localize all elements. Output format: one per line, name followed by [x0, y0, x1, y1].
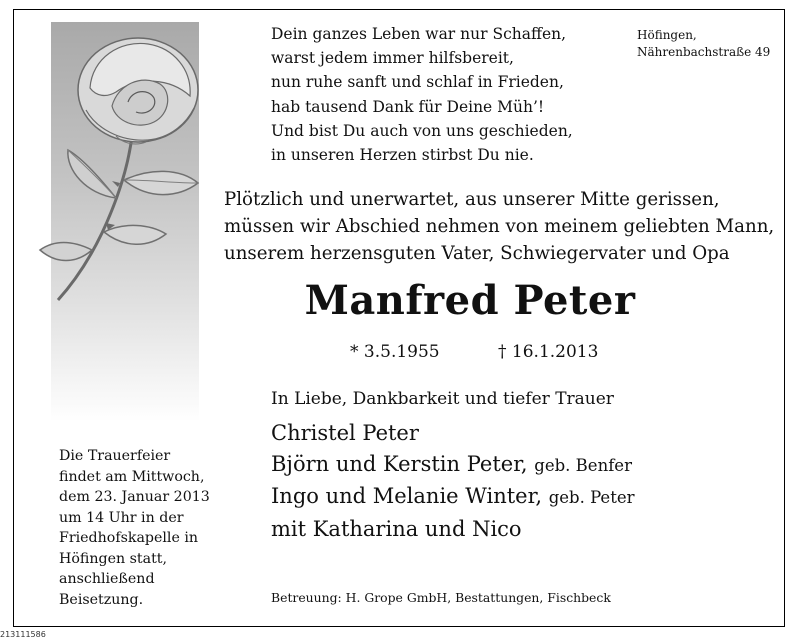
- mourner-maiden-name: geb. Benfer: [534, 455, 632, 475]
- mourner-line: [271, 514, 634, 545]
- rose-icon: [20, 18, 220, 318]
- mourner-maiden-name: geb. Peter: [548, 488, 635, 507]
- service-line: um 14 Uhr in der: [59, 509, 184, 526]
- address-street: Nährenbachstraße 49: [637, 45, 771, 59]
- undertaker-credit: Betreuung: H. Grope GmbH, Bestattungen, Fischbeck: [271, 590, 611, 605]
- mourner-name: Björn und Kerstin Peter,: [271, 451, 528, 476]
- mourners-list: [271, 418, 634, 544]
- announcement-line: Plötzlich und unerwartet, aus unserer Mitte gerissen,: [224, 189, 720, 210]
- service-line: anschließend: [59, 571, 155, 587]
- mourner-line: [271, 418, 634, 449]
- service-line: Beisetzung.: [59, 591, 144, 608]
- poem-line: warst jedem immer hilfsbereit,: [271, 49, 514, 68]
- mourning-phrase: In Liebe, Dankbarkeit und tiefer Trauer: [271, 389, 614, 409]
- poem-line: hab tausend Dank für Deine Müh’!: [271, 97, 545, 116]
- birth-date: * 3.5.1955: [350, 342, 440, 362]
- mourner-name: Christel Peter: [271, 421, 419, 445]
- reference-number: 213111586: [0, 630, 46, 639]
- poem-line: in unseren Herzen stirbst Du nie.: [271, 146, 534, 165]
- service-line: Höfingen statt,: [59, 550, 167, 567]
- poem: [271, 22, 573, 167]
- mourner-name: Ingo und Melanie Winter,: [271, 484, 542, 508]
- mourner-line: [271, 481, 634, 514]
- death-date: † 16.1.2013: [498, 342, 599, 362]
- deceased-name: Manfred Peter: [304, 277, 636, 324]
- poem-line: Und bist Du auch von uns geschieden,: [271, 121, 573, 140]
- service-line: dem 23. Januar 2013: [59, 489, 210, 505]
- announcement-line: müssen wir Abschied nehmen von meinem geliebten Mann,: [224, 216, 775, 237]
- service-line: Friedhofskapelle in: [59, 530, 199, 546]
- service-line: findet am Mittwoch,: [59, 468, 205, 485]
- announcement-line: unserem herzensguten Vater, Schwiegervater und Opa: [224, 243, 730, 264]
- address-town: Höfingen,: [637, 28, 697, 42]
- funeral-service-info: [59, 446, 210, 610]
- poem-line: Dein ganzes Leben war nur Schaffen,: [271, 25, 567, 43]
- service-line: Die Trauerfeier: [59, 448, 171, 464]
- mourner-name: mit Katharina und Nico: [271, 516, 522, 541]
- address: [637, 27, 770, 61]
- mourner-line: [271, 449, 634, 482]
- poem-line: nun ruhe sanft und schlaf in Frieden,: [271, 73, 564, 92]
- announcement-text: [224, 186, 774, 267]
